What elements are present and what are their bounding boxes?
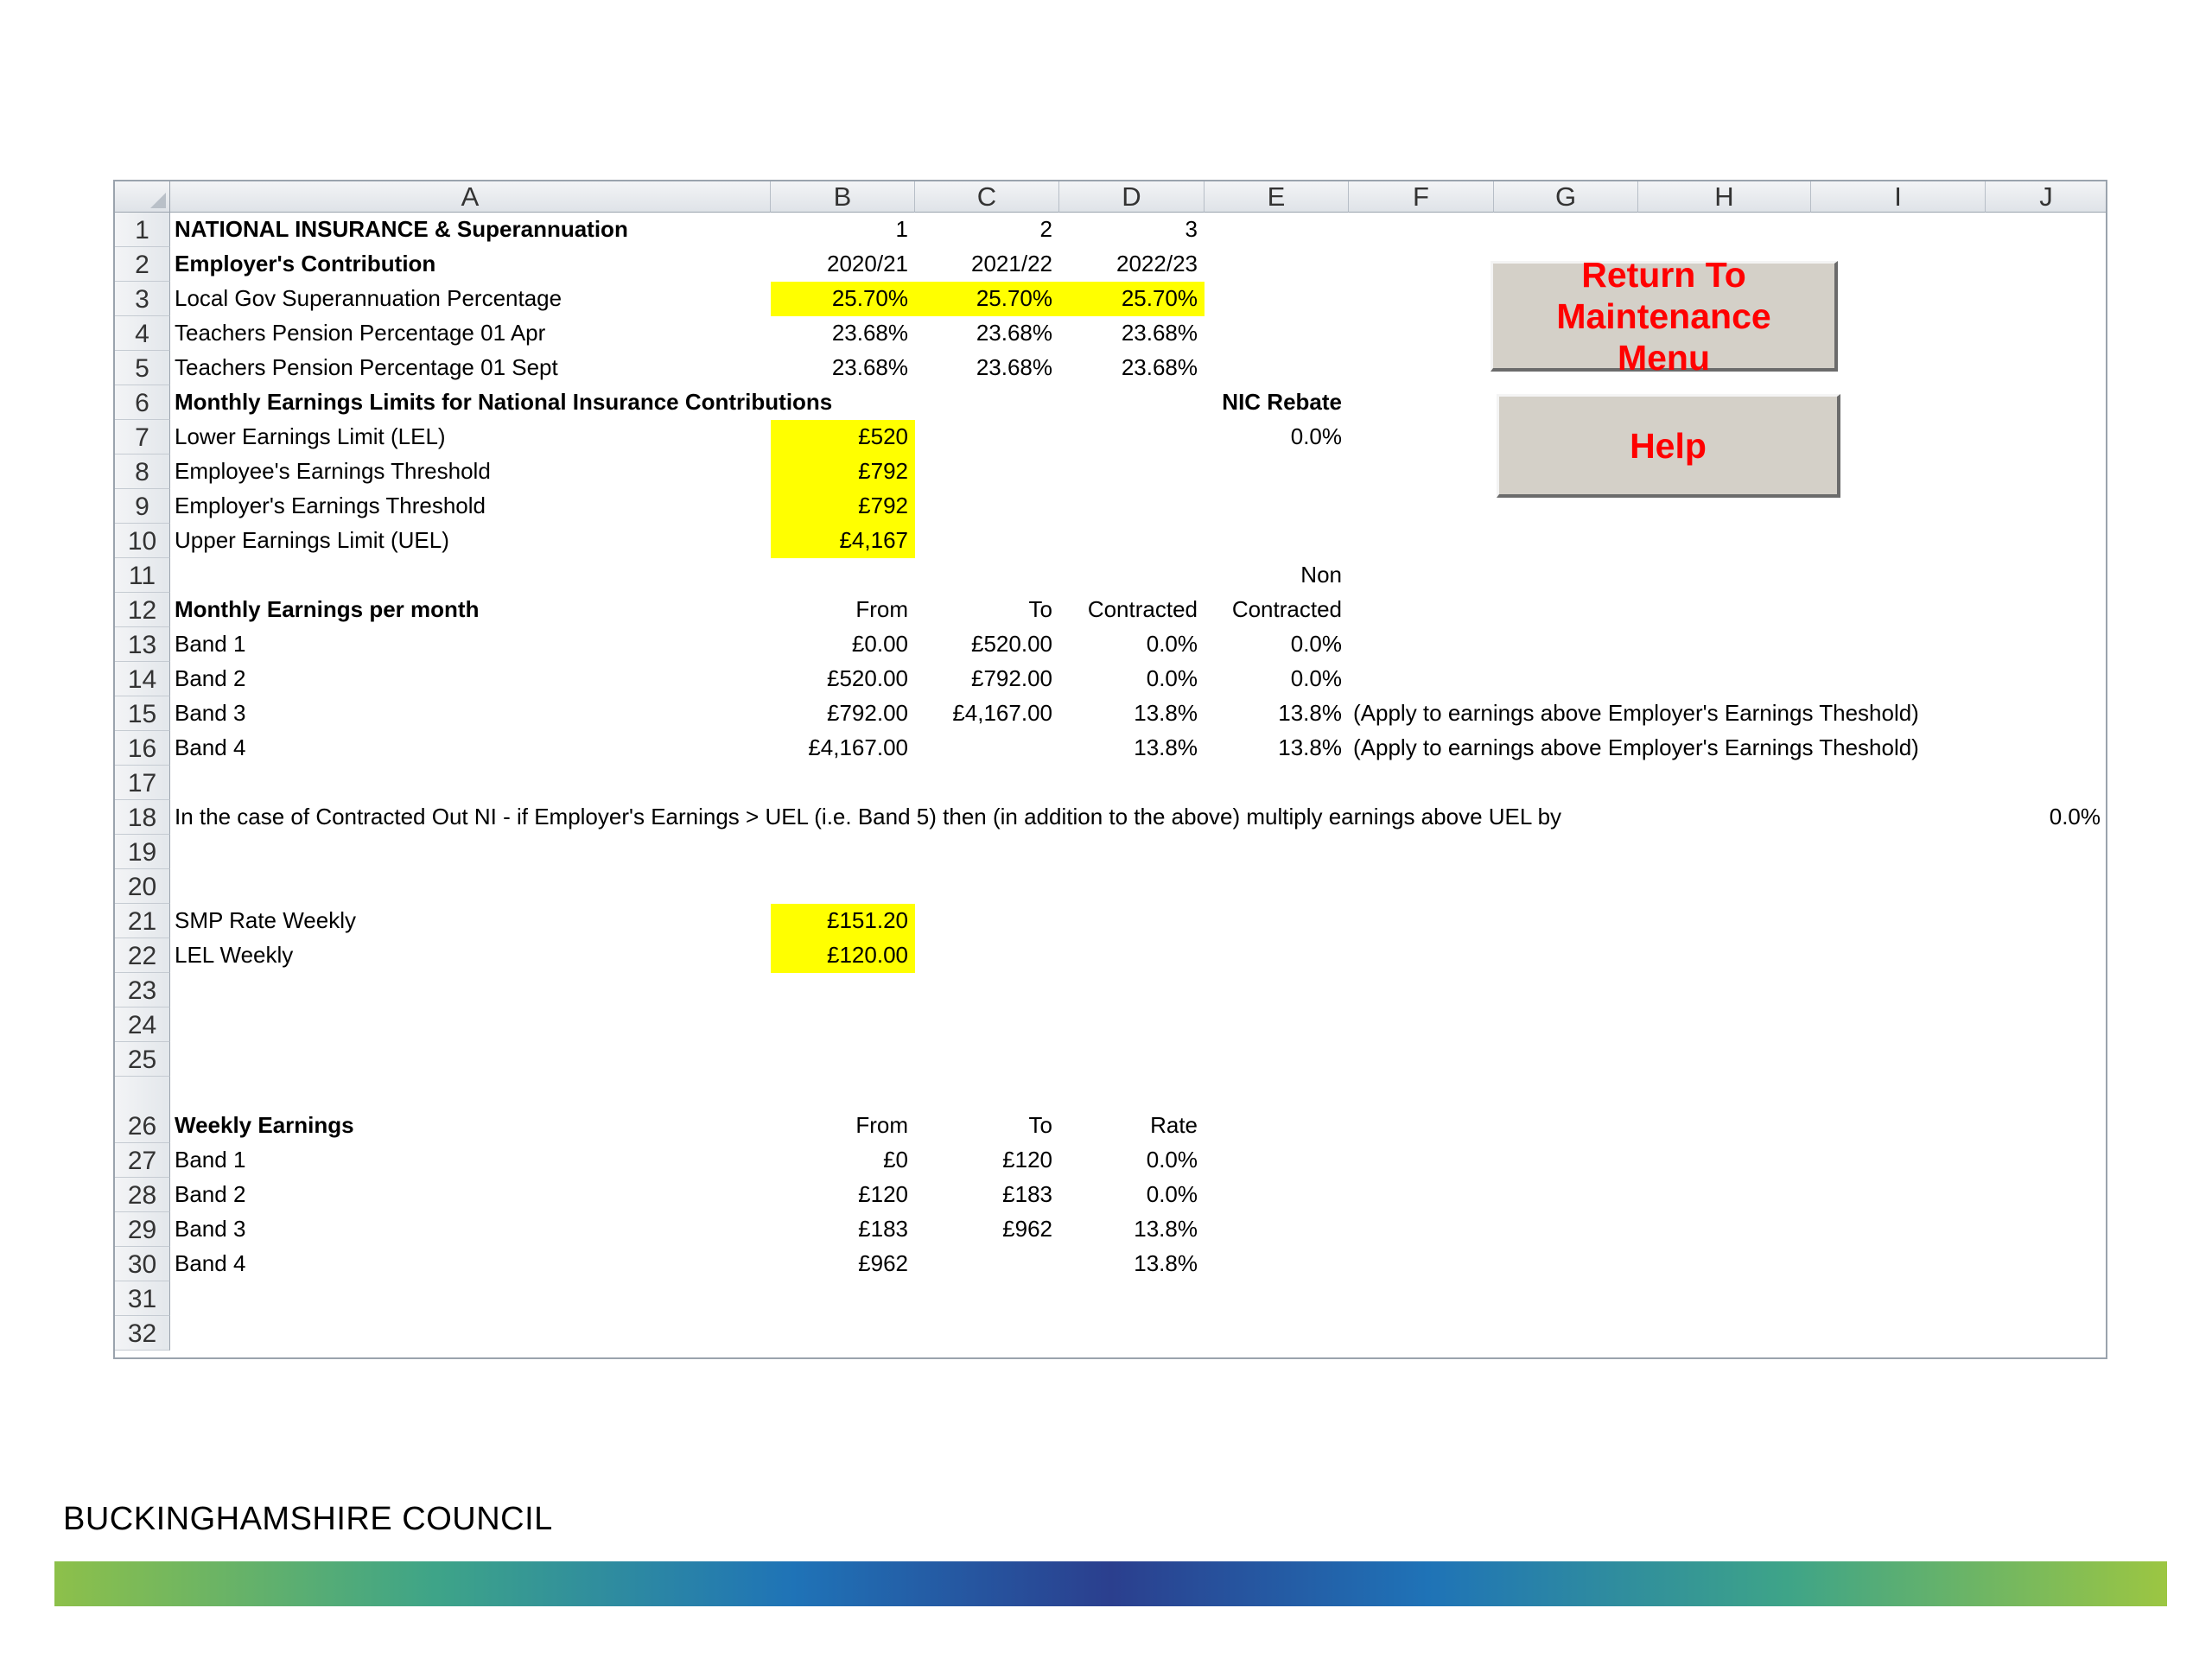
return-button-label: Return To Maintenance Menu: [1556, 254, 1771, 378]
spreadsheet[interactable]: [113, 180, 2107, 1359]
cell-d5[interactable]: 23.68%: [1121, 354, 1198, 380]
row-header-13[interactable]: 13: [115, 627, 170, 662]
column-header-d[interactable]: D: [1059, 181, 1205, 213]
cell-a8[interactable]: Employee's Earnings Threshold: [175, 458, 491, 484]
cell-f15[interactable]: (Apply to earnings above Employer's Earnings Theshold): [1353, 700, 1919, 726]
row-header-18[interactable]: 18: [115, 800, 170, 835]
row-header-1[interactable]: 1: [115, 213, 170, 247]
row-header-14[interactable]: 14: [115, 662, 170, 696]
help-button[interactable]: [1497, 394, 1840, 498]
row-header-24[interactable]: 24: [115, 1007, 170, 1042]
cell-b3[interactable]: 25.70%: [771, 282, 915, 316]
row-header-20[interactable]: 20: [115, 869, 170, 904]
row-header-27[interactable]: 27: [115, 1143, 170, 1178]
help-button-label: Help: [1630, 425, 1707, 466]
cell-c13[interactable]: £520.00: [971, 631, 1052, 657]
cell-b8[interactable]: £792: [771, 454, 915, 489]
row-header-16[interactable]: 16: [115, 731, 170, 766]
cell-b2[interactable]: 2020/21: [827, 251, 908, 276]
cell-a1[interactable]: NATIONAL INSURANCE & Superannuation: [175, 216, 628, 242]
column-header-b[interactable]: B: [771, 181, 915, 213]
row-header-28[interactable]: 28: [115, 1178, 170, 1212]
cell-a6[interactable]: Monthly Earnings Limits for National Insurance Contributions: [175, 389, 833, 415]
cell-d2[interactable]: 2022/23: [1116, 251, 1198, 276]
cell-d27[interactable]: 0.0%: [1146, 1147, 1198, 1173]
cell-c5[interactable]: 23.68%: [976, 354, 1052, 380]
column-header-e[interactable]: E: [1205, 181, 1349, 213]
cell-d29[interactable]: 13.8%: [1134, 1216, 1198, 1242]
cell-a26[interactable]: Weekly Earnings: [175, 1112, 354, 1138]
cell-d14[interactable]: 0.0%: [1146, 665, 1198, 691]
cell-d13[interactable]: 0.0%: [1146, 631, 1198, 657]
cell-d1[interactable]: 3: [1185, 216, 1198, 242]
cell-b5[interactable]: 23.68%: [831, 354, 908, 380]
cell-a5[interactable]: Teachers Pension Percentage 01 Sept: [175, 354, 558, 380]
row-header-7[interactable]: 7: [115, 420, 170, 454]
row-header-5[interactable]: 5: [115, 351, 170, 385]
cell-j18[interactable]: 0.0%: [2049, 804, 2101, 830]
cell-d16[interactable]: 13.8%: [1134, 734, 1198, 760]
row-header-12[interactable]: 12: [115, 593, 170, 627]
cell-c26[interactable]: To: [1028, 1112, 1052, 1138]
cell-b4[interactable]: 23.68%: [831, 320, 908, 346]
cell-b12[interactable]: From: [855, 596, 908, 622]
cell-b16[interactable]: £4,167.00: [808, 734, 908, 760]
cell-d12[interactable]: Contracted: [1087, 596, 1198, 622]
cell-b22[interactable]: £120.00: [771, 938, 915, 973]
cell-c12[interactable]: To: [1028, 596, 1052, 622]
row-header-29[interactable]: 29: [115, 1212, 170, 1247]
column-header-g[interactable]: G: [1494, 181, 1638, 213]
cell-e14[interactable]: 0.0%: [1290, 665, 1342, 691]
column-header-j[interactable]: J: [1986, 181, 2107, 213]
cell-b9[interactable]: £792: [771, 489, 915, 524]
row-header-32[interactable]: 32: [115, 1316, 170, 1351]
row-header-3[interactable]: 3: [115, 282, 170, 316]
cell-a28[interactable]: Band 2: [175, 1181, 246, 1207]
row-header-10[interactable]: 10: [115, 524, 170, 558]
cell-a22[interactable]: LEL Weekly: [175, 942, 294, 968]
cell-b27[interactable]: £0: [883, 1147, 908, 1173]
cell-a4[interactable]: Teachers Pension Percentage 01 Apr: [175, 320, 546, 346]
cell-a12[interactable]: Monthly Earnings per month: [175, 596, 480, 622]
cell-e15[interactable]: 13.8%: [1278, 700, 1342, 726]
cell-c14[interactable]: £792.00: [971, 665, 1052, 691]
cell-b13[interactable]: £0.00: [851, 631, 908, 657]
row-header-26[interactable]: 26: [115, 1077, 170, 1143]
cell-c4[interactable]: 23.68%: [976, 320, 1052, 346]
cell-b21[interactable]: £151.20: [771, 904, 915, 938]
cell-f16[interactable]: (Apply to earnings above Employer's Earnings Theshold): [1353, 734, 1919, 760]
cell-a21[interactable]: SMP Rate Weekly: [175, 907, 357, 933]
cell-a13[interactable]: Band 1: [175, 631, 246, 657]
column-header-a[interactable]: A: [170, 181, 771, 213]
row-header-15[interactable]: 15: [115, 696, 170, 731]
row-header-4[interactable]: 4: [115, 316, 170, 351]
cell-e16[interactable]: 13.8%: [1278, 734, 1342, 760]
cell-a15[interactable]: Band 3: [175, 700, 246, 726]
cell-a18[interactable]: In the case of Contracted Out NI - if Employer's Earnings > UEL (i.e. Band 5) then (in addition to the above) multiply earnings above UEL by: [175, 804, 1562, 830]
cell-a14[interactable]: Band 2: [175, 665, 246, 691]
row-header-8[interactable]: 8: [115, 454, 170, 489]
row-header-17[interactable]: 17: [115, 766, 170, 800]
column-header-h[interactable]: H: [1638, 181, 1811, 213]
row-header-31[interactable]: 31: [115, 1281, 170, 1316]
cell-a10[interactable]: Upper Earnings Limit (UEL): [175, 527, 449, 553]
row-header-30[interactable]: 30: [115, 1247, 170, 1281]
column-header-i[interactable]: I: [1811, 181, 1986, 213]
cell-d15[interactable]: 13.8%: [1134, 700, 1198, 726]
row-header-11[interactable]: 11: [115, 558, 170, 593]
row-header-6[interactable]: 6: [115, 385, 170, 420]
cell-a16[interactable]: Band 4: [175, 734, 246, 760]
council-name: BUCKINGHAMSHIRE COUNCIL: [63, 1501, 553, 1537]
cell-e12[interactable]: Contracted: [1231, 596, 1342, 622]
row-header-23[interactable]: 23: [115, 973, 170, 1007]
cell-b30[interactable]: £962: [858, 1250, 908, 1276]
cell-e6[interactable]: NIC Rebate: [1222, 389, 1342, 415]
cell-d30[interactable]: 13.8%: [1134, 1250, 1198, 1276]
row-header-22[interactable]: 22: [115, 938, 170, 973]
cell-c28[interactable]: £183: [1002, 1181, 1052, 1207]
cell-d26[interactable]: Rate: [1150, 1112, 1198, 1138]
cell-b26[interactable]: From: [855, 1112, 908, 1138]
cell-e11[interactable]: Non: [1300, 562, 1342, 588]
row-header-21[interactable]: 21: [115, 904, 170, 938]
row-header-9[interactable]: 9: [115, 489, 170, 524]
column-header-f[interactable]: F: [1349, 181, 1494, 213]
cell-a27[interactable]: Band 1: [175, 1147, 246, 1173]
cell-a2[interactable]: Employer's Contribution: [175, 251, 436, 276]
cell-d4[interactable]: 23.68%: [1121, 320, 1198, 346]
cell-b14[interactable]: £520.00: [827, 665, 908, 691]
cell-c1[interactable]: 2: [1039, 216, 1052, 242]
cell-c27[interactable]: £120: [1002, 1147, 1052, 1173]
cell-a29[interactable]: Band 3: [175, 1216, 246, 1242]
cell-e13[interactable]: 0.0%: [1290, 631, 1342, 657]
cell-a30[interactable]: Band 4: [175, 1250, 246, 1276]
cell-c3[interactable]: 25.70%: [915, 282, 1059, 316]
column-header-c[interactable]: C: [915, 181, 1059, 213]
row-header-19[interactable]: 19: [115, 835, 170, 869]
return-to-maintenance-menu-button[interactable]: [1491, 254, 1838, 378]
cell-e7[interactable]: 0.0%: [1290, 423, 1342, 449]
cell-a3[interactable]: Local Gov Superannuation Percentage: [175, 285, 563, 311]
cell-b1[interactable]: 1: [895, 216, 908, 242]
cell-c2[interactable]: 2021/22: [971, 251, 1052, 276]
row-header-2[interactable]: 2: [115, 247, 170, 282]
cell-d3[interactable]: 25.70%: [1059, 282, 1205, 316]
select-all-corner[interactable]: [115, 181, 170, 213]
footer-gradient-bar: [54, 1561, 2167, 1606]
cell-b7[interactable]: £520: [771, 420, 915, 454]
cell-b28[interactable]: £120: [858, 1181, 908, 1207]
cell-d28[interactable]: 0.0%: [1146, 1181, 1198, 1207]
row-header-25[interactable]: 25: [115, 1042, 170, 1077]
cell-a7[interactable]: Lower Earnings Limit (LEL): [175, 423, 446, 449]
cell-b10[interactable]: £4,167: [771, 524, 915, 558]
cell-b29[interactable]: £183: [858, 1216, 908, 1242]
cell-c29[interactable]: £962: [1002, 1216, 1052, 1242]
cell-b15[interactable]: £792.00: [827, 700, 908, 726]
cell-a9[interactable]: Employer's Earnings Threshold: [175, 493, 486, 518]
cell-c15[interactable]: £4,167.00: [952, 700, 1052, 726]
